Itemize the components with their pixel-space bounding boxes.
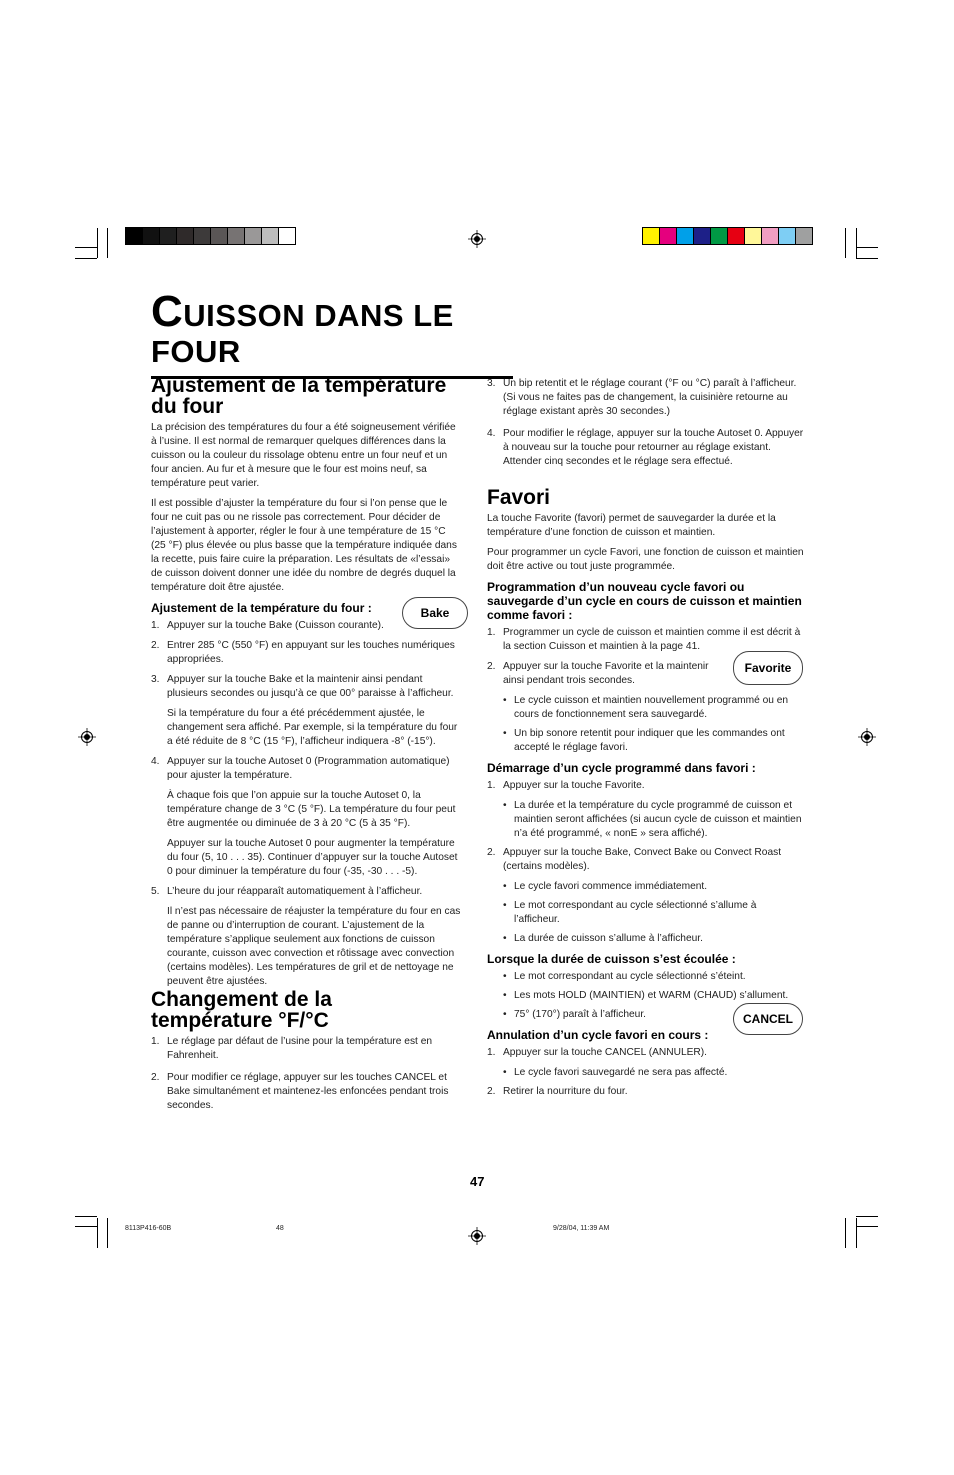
crop-mark [845,1218,846,1248]
step-text: Le réglage par défaut de l’usine pour la température est en Fahrenheit. [167,1036,433,1061]
color-swatch [211,228,228,244]
bullet-icon: • [503,695,507,706]
color-swatch [262,228,279,244]
subheading-programming: Programmation d’un nouveau cycle favori ou sauvegarde d’un cycle en cours de cuisson et maintien comme favori : [487,580,802,622]
color-swatch [160,228,177,244]
step-number: 2. [487,847,496,858]
crop-mark [75,258,97,259]
crop-mark [75,1216,97,1217]
bullet-icon: • [503,728,507,739]
step-note: Appuyer sur la touche Autoset 0 pour augmenter la température du four (5, 10 . . . 35). Continuer d’appuyer sur la touche Autoset 0 pour diminuer la température du four (-35, -30 . . . -5). [167,838,458,877]
bullet-text: Un bip sonore retentit pour indiquer que les commandes ont accepté le réglage favori. [514,728,785,753]
list-item [487,1085,805,1099]
list-item [151,639,463,667]
step-note: Il n’est pas nécessaire de réajuster la température du four en cas de panne ou d’interruption de courant. L’ajustement de la température s’applique seulement aux fonctions de cuisson courante, cuisson avec convection et rôtissage avec convection (certains modèles). Les températures de gril et de nettoyage ne peuvent être ajustées. [167,906,461,987]
step-text: Appuyer sur la touche Bake (Cuisson courante). [167,620,384,631]
list-item [151,755,463,783]
color-swatch [279,228,295,244]
step-note: Si la température du four a été précédemment ajustée, le changement sera affiché. Par exemple, si la température du four a été réduite de 8 °C (15 °F), l’afficheur indiquera -8° (-15°). [167,708,458,747]
list-item [487,846,805,874]
step-text: Pour modifier le réglage, appuyer sur la touche Autoset 0. Appuyer à nouveau sur la touche pour retourner au réglage existant. Attender cinq secondes et le réglage sera effectué. [503,428,804,467]
bullet-item [487,1066,805,1080]
page-title-initial: C [151,287,184,336]
step-text: Entrer 285 °C (550 °F) en appuyant sur les touches numériques appropriées. [167,640,455,665]
step-number: 2. [487,661,496,672]
step-number: 1. [151,1036,160,1047]
color-swatch [677,228,694,244]
page-title [151,287,513,379]
color-swatch [643,228,660,244]
crop-mark [107,1218,108,1248]
bullet-item [487,899,774,927]
step-number: 3. [487,378,496,389]
step-text: Retirer la nourriture du four. [503,1086,628,1097]
paragraph: Il est possible d’ajuster la température du four si l’on pense que le four ne cuit pas ou ne rissole pas correctement. Pour décider de l’ajustement à apporter, régler le four à une température de 15 °C (25 °F) plus élevée ou plus basse que la température indiquée dans la recette, puis faire cuire la préparation. Les résultats de «l’essai» de cuisson doivent donner une idée du nombre de degrés duquel la température doit être ajustée. [151,498,457,593]
color-swatch [143,228,160,244]
bullet-text: La durée et la température du cycle programmé de cuisson et maintien seront affichées (si aucun cycle de cuisson et maintien n’a été programmé, « nonE » sera affiché). [514,800,802,839]
bake-key-icon: Bake [402,597,468,629]
step-text: Appuyer sur la touche Bake et la maintenir ainsi pendant plusieurs secondes ou jusqu’à ce que 00° paraisse à l’afficheur. [167,674,454,699]
crop-mark [856,1226,878,1227]
step-number: 2. [151,640,160,651]
step-number: 2. [151,1072,160,1083]
subheading-end: Lorsque la durée de cuisson s’est écoulée : [487,952,736,966]
step-text: L’heure du jour réapparaît automatiquement à l’afficheur. [167,886,423,897]
list-item [487,660,715,688]
bullet-text: 75° (170°) paraît à l’afficheur. [514,1009,646,1020]
bullet-item [487,932,805,946]
bullet-icon: • [503,900,507,911]
subheading-adjustment: Ajustement de la température du four : [151,601,372,615]
step-number: 3. [151,674,160,685]
list-item [151,673,463,701]
step-text: Appuyer sur la touche Favorite. [503,780,645,791]
step-text: Appuyer sur la touche Autoset 0 (Programmation automatique) pour ajuster la température. [167,756,450,781]
bullet-text: Le cycle cuisson et maintien nouvellement programmé ou en cours de fonctionnement sera sauvegardé. [514,695,789,720]
bullet-icon: • [503,990,507,1001]
color-swatch [660,228,677,244]
step-text: Un bip retentit et le réglage courant (°F ou °C) paraît à l’afficheur. (Si vous ne faites pas de changement, la cuisinière retourne au réglage existant après 30 secondes.) [503,378,797,417]
color-swatch [126,228,143,244]
bullet-item [487,727,805,755]
step-number: 1. [487,780,496,791]
color-calibration-strip [642,227,813,245]
color-swatch [245,228,262,244]
color-swatch [762,228,779,244]
color-swatch [194,228,211,244]
crop-mark [845,228,846,258]
bullet-icon: • [503,933,507,944]
color-swatch [779,228,796,244]
crop-mark [856,1216,878,1217]
crop-mark [107,228,108,258]
color-swatch [711,228,728,244]
crop-mark [97,228,98,258]
footer-timestamp: 9/28/04, 11:39 AM [553,1225,610,1232]
bullet-text: Le mot correspondant au cycle sélectionné s’allume à l’afficheur. [514,900,757,925]
registration-mark-icon [468,230,486,248]
bullet-icon: • [503,971,507,982]
bullet-text: Le mot correspondant au cycle sélectionné s’éteint. [514,971,746,982]
paragraph: La précision des températures du four a été soigneusement vérifiée à l’usine. Il est normal de remarquer quelques différences dans la cuisson ou la couleur du rissolage obtenu entre un four neuf et un four ancien. Au fur et à mesure que le four est moins neuf, sa température peut varier. [151,422,456,489]
step-number: 1. [151,620,160,631]
list-item [151,1035,463,1063]
list-item [487,377,805,419]
bullet-text: Le cycle favori commence immédiatement. [514,881,708,892]
step-text: Appuyer sur la touche CANCEL (ANNULER). [503,1047,708,1058]
cancel-key-icon: CANCEL [733,1003,803,1035]
paragraph: La touche Favorite (favori) permet de sauvegarder la durée et la température d’une fonction de cuisson et maintien. [487,513,776,538]
bullet-text: La durée de cuisson s’allume à l’afficheur. [514,933,703,944]
list-item [487,779,805,793]
list-item [487,427,805,469]
step-number: 4. [487,428,496,439]
color-swatch [694,228,711,244]
section-heading-favori: Favori [487,486,551,509]
section-heading-temperature-adjustment: Ajustement de la température du four [151,374,447,418]
step-number: 1. [487,627,496,638]
footer-code: 8113P416-60B [125,1225,172,1232]
bullet-text: Les mots HOLD (MAINTIEN) et WARM (CHAUD) s’allument. [514,990,789,1001]
subheading-start: Démarrage d’un cycle programmé dans favori : [487,761,756,775]
step-number: 2. [487,1086,496,1097]
crop-mark [856,1218,857,1248]
bullet-text: Le cycle favori sauvegardé ne sera pas affecté. [514,1067,728,1078]
step-text: Appuyer sur la touche Bake, Convect Bake ou Convect Roast (certains modèles). [503,847,782,872]
step-number: 5. [151,886,160,897]
list-item [151,1071,463,1113]
registration-mark-icon [78,728,96,746]
list-item [487,626,805,654]
step-number: 4. [151,756,160,767]
color-swatch [228,228,245,244]
left-column [151,375,463,995]
bullet-icon: • [503,881,507,892]
crop-mark [97,1218,98,1248]
crop-mark [856,258,878,259]
bullet-icon: • [503,1067,507,1078]
bullet-item [487,799,805,841]
page-number: 47 [470,1174,485,1189]
bullet-item [487,694,805,722]
crop-mark [856,247,878,248]
step-number: 1. [487,1047,496,1058]
list-item [151,885,463,899]
list-item [487,1046,805,1060]
bullet-item [487,970,805,984]
crop-mark [856,228,857,258]
paragraph: Pour programmer un cycle Favori, une fonction de cuisson et maintien doit être active ou tout juste programmée. [487,547,804,572]
step-text: Appuyer sur la touche Favorite et la maintenir ainsi pendant trois secondes. [503,661,709,686]
color-swatch [745,228,762,244]
bullet-item [487,880,805,894]
crop-mark [75,1226,97,1227]
step-text: Programmer un cycle de cuisson et maintien comme il est décrit à la section Cuisson et maintien à la page 41. [503,627,801,652]
registration-mark-icon [858,728,876,746]
bullet-icon: • [503,1009,507,1020]
step-note: À chaque fois que l’on appuie sur la touche Autoset 0, la température change de 3 °C (5 °F). La température du four peut être augmentée ou diminuée de 3 à 20 °C (5 à 35 °F). [167,790,456,829]
favorite-key-icon: Favorite [733,651,803,685]
section-heading-temperature-unit: Changement de la température °F/°C [151,988,332,1032]
bullet-item [487,989,805,1003]
color-swatch [796,228,812,244]
grayscale-calibration-strip [125,227,296,245]
right-column [487,377,805,1105]
subheading-cancel: Annulation d’un cycle favori en cours : [487,1028,709,1042]
bullet-icon: • [503,800,507,811]
registration-mark-icon [468,1227,486,1245]
color-swatch [728,228,745,244]
page-title-rest: UISSON DANS LE FOUR [151,298,454,369]
left-column-lower [151,989,463,1119]
step-text: Pour modifier ce réglage, appuyer sur les touches CANCEL et Bake simultanément et maintenez-les enfoncées pendant trois secondes. [167,1072,449,1111]
crop-mark [75,247,97,248]
footer-sheet: 48 [276,1225,284,1232]
color-swatch [177,228,194,244]
